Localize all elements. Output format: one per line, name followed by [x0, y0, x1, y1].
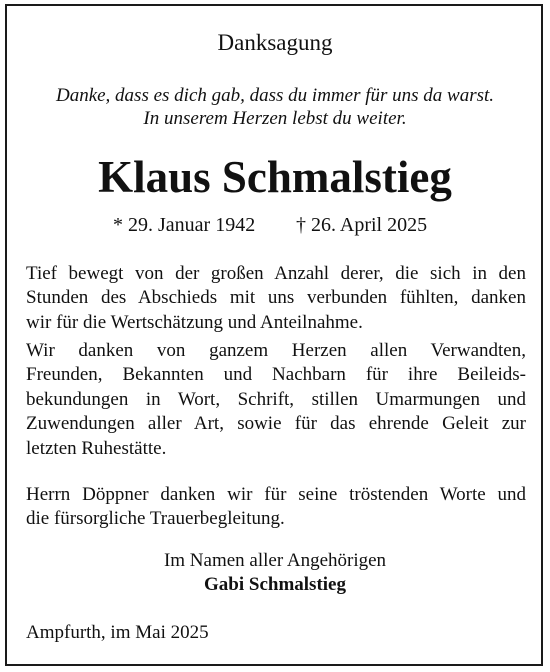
quote-line-2: In unserem Herzen lebst du weiter. — [143, 108, 407, 129]
text-line: Freunden, Bekannten und Nachbarn für ihre Beileids- — [26, 364, 526, 386]
quote-line-1: Danke, dass es dich gab, dass du immer für uns da warst. — [55, 85, 495, 106]
death-date: † 26. April 2025 — [296, 214, 428, 236]
text-line: Herrn Döppner danken wir für seine tröstenden Worte und — [26, 484, 526, 505]
text-line: Wir danken von ganzem Herzen allen Verwandten, — [26, 340, 526, 361]
paragraph-thanks-speaker — [26, 483, 526, 532]
paragraph-thanks-relatives — [26, 339, 526, 461]
text-line: Zuwendungen aller Art, sowie für das ehrende Geleit zur — [26, 413, 526, 435]
text-line: wir für die Wertschätzung und Anteilnahme. — [26, 311, 363, 333]
signoff-intro: Im Namen aller Angehörigen — [163, 550, 387, 571]
place-and-date: Ampfurth, im Mai 2025 — [26, 622, 209, 643]
text-line: bekundungen in Wort, Schrift, stillen Umarmungen und — [26, 388, 526, 410]
deceased-name: Klaus Schmalstieg — [98, 152, 452, 202]
signer-name: Gabi Schmalstieg — [204, 574, 346, 595]
paragraph-thanks-sympathy — [26, 262, 526, 335]
signoff-block — [0, 549, 550, 597]
text-line: Stunden des Abschieds mit uns verbunden fühlten, danken — [26, 287, 526, 309]
text-line: letzten Ruhestätte. — [26, 437, 167, 459]
birth-date: * 29. Januar 1942 — [113, 214, 256, 236]
text-line: die fürsorgliche Trauerbegleitung. — [26, 508, 285, 530]
notice-heading: Danksagung — [217, 30, 333, 55]
text-line: Tief bewegt von der großen Anzahl derer, die sich in den — [26, 263, 526, 284]
memorial-quote — [0, 84, 550, 130]
